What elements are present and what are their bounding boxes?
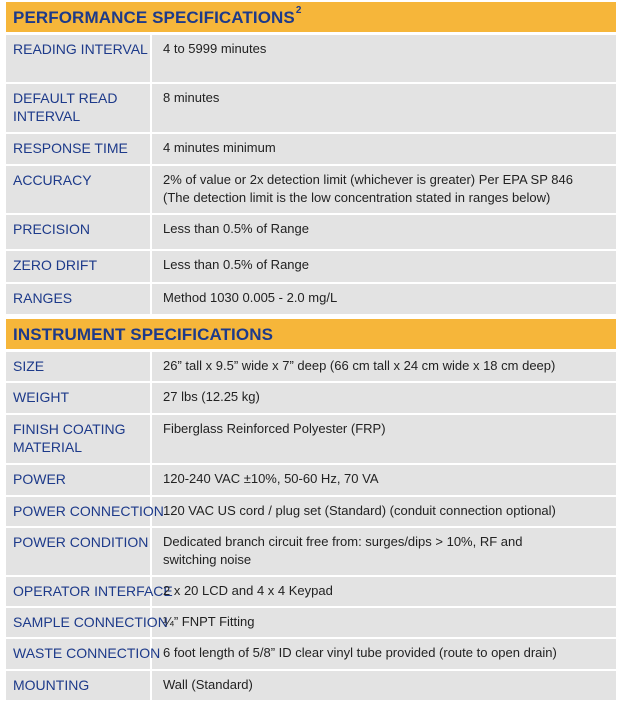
table-row bbox=[6, 465, 616, 497]
table-row bbox=[6, 134, 616, 166]
spec-value: Dedicated branch circuit free from: surges/dips > 10%, RF and switching noise bbox=[163, 534, 523, 567]
table-row bbox=[6, 84, 616, 134]
spec-value: 2% of value or 2x detection limit (whichever is greater) Per EPA SP 846 (The detection limit is the low concentration stated in ranges below) bbox=[163, 172, 573, 205]
spec-label: FINISH COATING MATERIAL bbox=[6, 415, 152, 463]
spec-label: DEFAULT READ INTERVAL bbox=[6, 84, 152, 132]
table-row bbox=[6, 497, 616, 528]
table-row bbox=[6, 352, 616, 383]
spec-value: 120-240 VAC ±10%, 50-60 Hz, 70 VA bbox=[163, 471, 379, 486]
spec-value: Less than 0.5% of Range bbox=[163, 257, 309, 272]
performance-title: PERFORMANCE SPECIFICATIONS bbox=[13, 8, 295, 27]
spec-label: READING INTERVAL bbox=[6, 35, 152, 82]
table-row bbox=[6, 608, 616, 639]
spec-label: ZERO DRIFT bbox=[6, 251, 152, 282]
spec-label: PRECISION bbox=[6, 215, 152, 249]
table-row bbox=[6, 251, 616, 284]
footnote-marker: 2 bbox=[295, 5, 302, 16]
spec-label: WASTE CONNECTION bbox=[6, 639, 152, 669]
table-row bbox=[6, 215, 616, 251]
spec-label: ACCURACY bbox=[6, 166, 152, 213]
spec-label: SAMPLE CONNECTION bbox=[6, 608, 152, 637]
spec-label: RANGES bbox=[6, 284, 152, 314]
spec-value: 26” tall x 9.5” wide x 7” deep (66 cm tall x 24 cm wide x 18 cm deep) bbox=[163, 358, 556, 373]
spec-value: Wall (Standard) bbox=[163, 677, 253, 692]
spec-value: 4 minutes minimum bbox=[163, 140, 276, 155]
table-row bbox=[6, 671, 616, 702]
performance-table bbox=[6, 35, 616, 316]
spec-value: 6 foot length of 5/8” ID clear vinyl tube provided (route to open drain) bbox=[163, 645, 557, 660]
table-row bbox=[6, 415, 616, 465]
table-row bbox=[6, 639, 616, 671]
instrument-specifications-header bbox=[6, 319, 616, 349]
spec-value: 2 x 20 LCD and 4 x 4 Keypad bbox=[163, 583, 333, 598]
instrument-table bbox=[6, 352, 616, 702]
spec-value: Less than 0.5% of Range bbox=[163, 221, 309, 236]
spec-value: Fiberglass Reinforced Polyester (FRP) bbox=[163, 421, 386, 436]
spec-value: 27 lbs (12.25 kg) bbox=[163, 389, 260, 404]
spec-label: WEIGHT bbox=[6, 383, 152, 413]
spec-value: 120 VAC US cord / plug set (Standard) (conduit connection optional) bbox=[163, 503, 556, 518]
table-row bbox=[6, 35, 616, 84]
spec-label: RESPONSE TIME bbox=[6, 134, 152, 164]
spec-label: POWER CONNECTION bbox=[6, 497, 152, 526]
spec-value: 8 minutes bbox=[163, 90, 220, 105]
table-row bbox=[6, 284, 616, 316]
spec-value: 4 to 5999 minutes bbox=[163, 41, 267, 56]
performance-specifications-header bbox=[6, 2, 616, 32]
table-row bbox=[6, 528, 616, 577]
table-row bbox=[6, 383, 616, 415]
spec-label: POWER CONDITION bbox=[6, 528, 152, 575]
spec-label: OPERATOR INTERFACE bbox=[6, 577, 152, 606]
spec-label: POWER bbox=[6, 465, 152, 495]
table-row bbox=[6, 577, 616, 608]
spec-value: ¼” FNPT Fitting bbox=[163, 614, 255, 629]
instrument-title: INSTRUMENT SPECIFICATIONS bbox=[13, 325, 274, 344]
spec-label: MOUNTING bbox=[6, 671, 152, 700]
spec-value: Method 1030 0.005 - 2.0 mg/L bbox=[163, 290, 338, 305]
spec-label: SIZE bbox=[6, 352, 152, 381]
table-row bbox=[6, 166, 616, 215]
